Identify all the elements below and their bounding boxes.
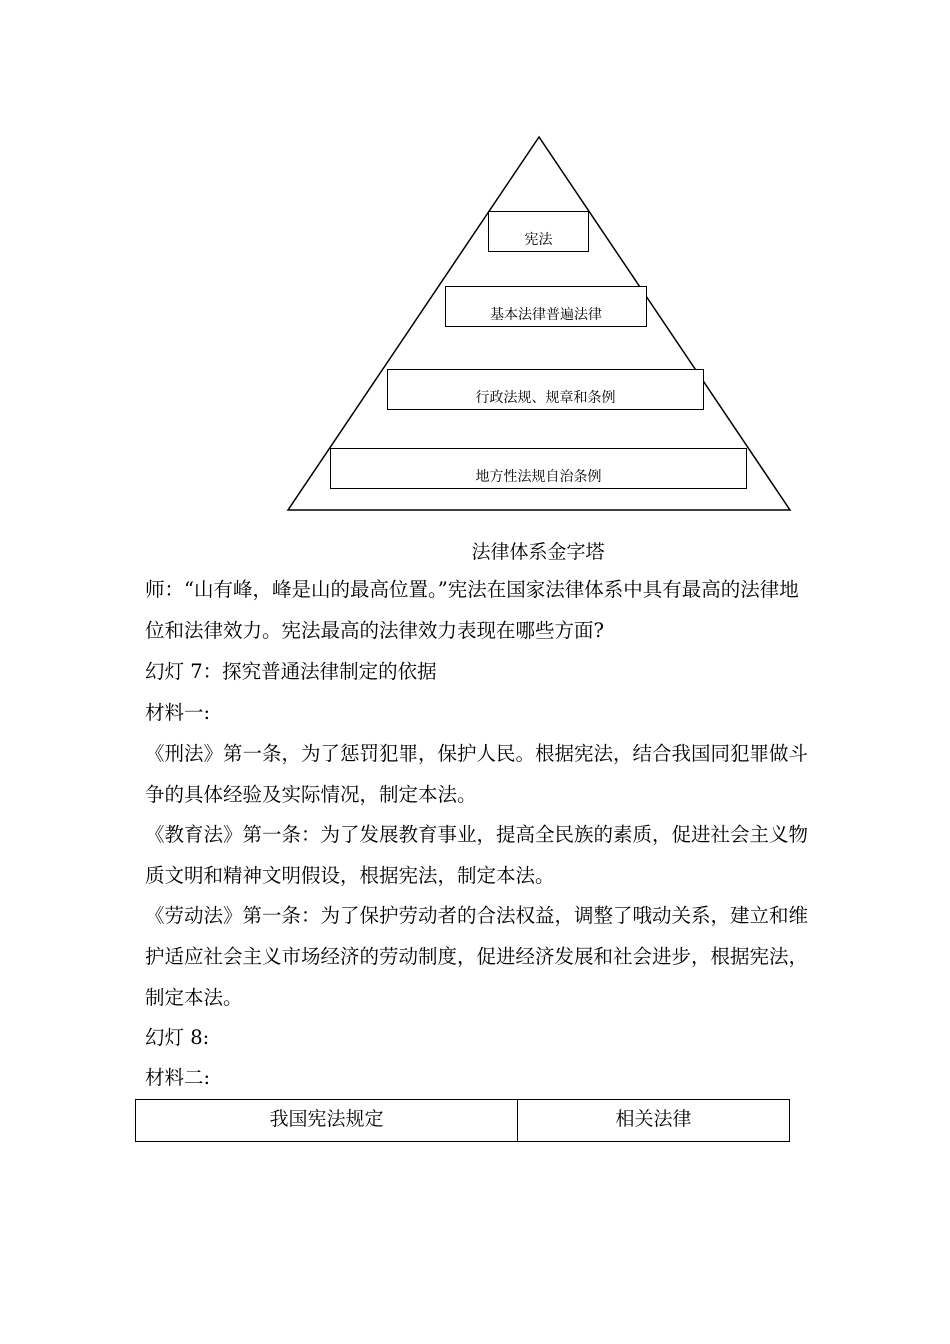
pyramid-level-administrative-regulations: 行政法规、规章和条例 — [387, 369, 704, 410]
paragraph-education-law: 《教育法》第一条：为了发展教育事业，提高全民族的素质，促进社会主义物质文明和精神文明假设，根据宪法，制定本法。 — [145, 823, 809, 887]
pyramid-diagram — [0, 0, 950, 520]
paragraph-slide-8: 幻灯 8: — [145, 1026, 210, 1049]
paragraph-labor-law: 《劳动法》第一条：为了保护劳动者的合法权益，调整了哦动关系，建立和维护适应社会主义市场经济的劳动制度，促进经济发展和社会进步，根据宪法，制定本法。 — [145, 904, 809, 1009]
pyramid-level-constitution: 宪法 — [488, 211, 589, 252]
paragraph-material-1-heading: 材料一: — [145, 701, 211, 724]
pyramid-level-basic-laws: 基本法律普遍法律 — [445, 286, 647, 327]
paragraph-criminal-law: 《刑法》第一条，为了惩罚犯罪，保护人民。根据宪法，结合我国同犯罪做斗争的具体经验及实际情况，制定本法。 — [145, 742, 809, 806]
constitution-law-table — [135, 1099, 790, 1142]
paragraph-slide-7: 幻灯 7：探究普通法律制定的依据 — [145, 660, 437, 683]
paragraph-teacher-question: 师：“山有峰，峰是山的最高位置。”宪法在国家法律体系中具有最高的法律地位和法律效力。宪法最高的法律效力表现在哪些方面? — [145, 578, 799, 642]
table-header-related-laws: 相关法律 — [615, 1108, 692, 1130]
paragraph-material-2-heading: 材料二: — [145, 1066, 211, 1089]
table-header-constitution-provisions: 我国宪法规定 — [136, 1100, 518, 1141]
pyramid-level-local-regulations: 地方性法规自治条例 — [330, 448, 747, 489]
pyramid-caption: 法律体系金字塔 — [471, 541, 605, 563]
